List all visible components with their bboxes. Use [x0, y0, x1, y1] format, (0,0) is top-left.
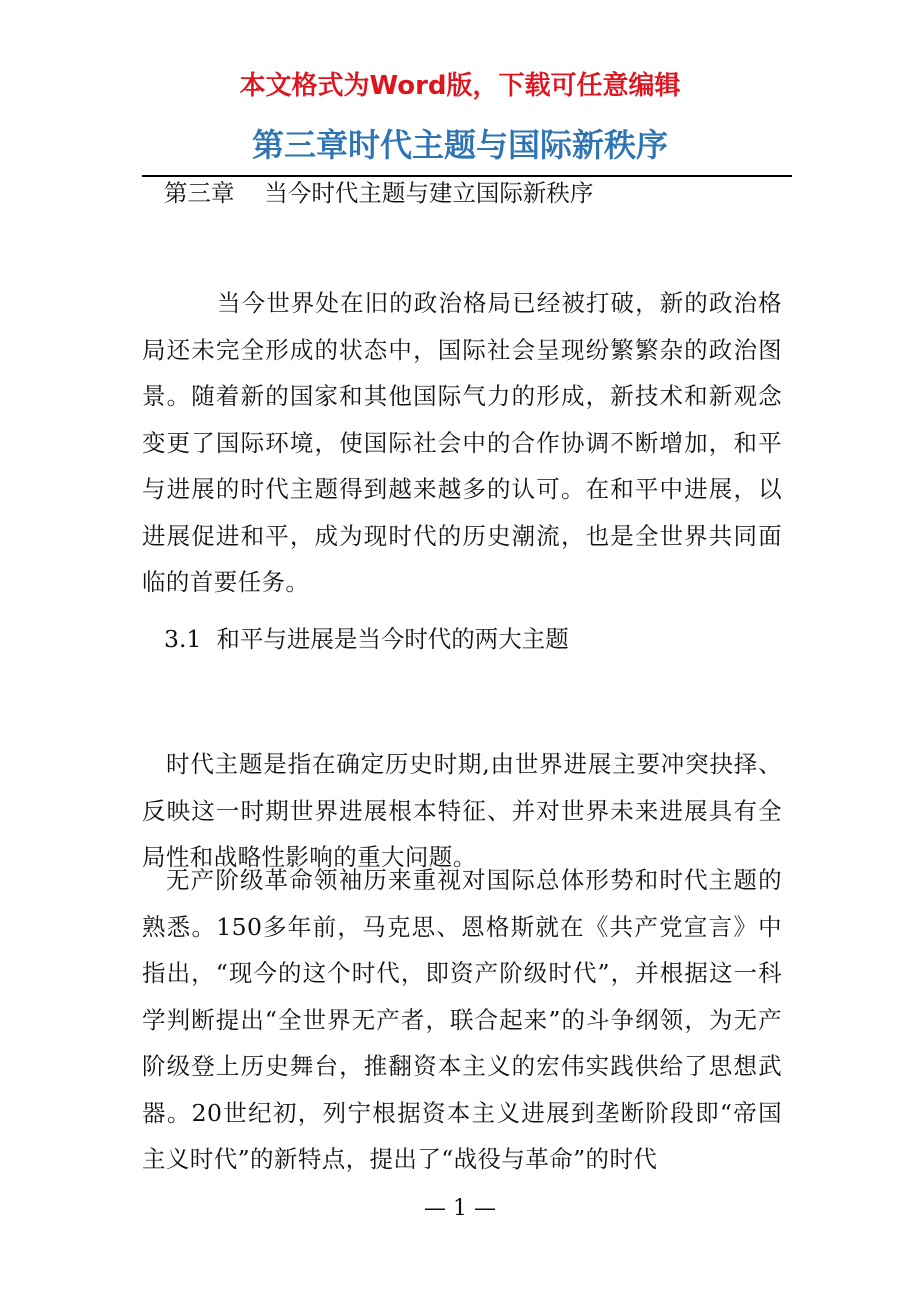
intro-paragraph: 当今世界处在旧的政治格局已经被打破，新的政治格局还未完全形成的状态中，国际社会呈现纷繁繁杂的政治图景。随着新的国家和其他国际气力的形成，新技术和新观念变更了国际环境，使国际社会中的合作协调不断增加，和平与进展的时代主题得到越来越多的认可。在和平中进展，以进展促进和平，成为现时代的历史潮流，也是全世界共同面临的首要任务。 — [142, 289, 782, 596]
chapter-heading: 第三章 当今时代主题与建立国际新秩序 — [164, 179, 594, 207]
section-heading: 3.1 和平与进展是当今时代的两大主题 — [164, 625, 569, 653]
page-number: — 1 — — [424, 1196, 496, 1221]
document-title: 第三章时代主题与国际新秩序 — [251, 126, 668, 164]
definition-paragraph: 时代主题是指在确定历史时期,由世界进展主要冲突抉择、反映这一时期世界进展根本特征、并对世界未来进展具有全局性和战略性影响的重大问题。 — [142, 750, 782, 871]
history-paragraph: 无产阶级革命领袖历来重视对国际总体形势和时代主题的熟悉。150多年前，马克思、恩格斯就在《共产党宣言》中指出，“现今的这个时代，即资产阶级时代”，并根据这一科学判断提出“全世界无产者，联合起来”的斗争纲领，为无产阶级登上历史舞台，推翻资本主义的宏伟实践供给了思想武器。20世纪初，列宁根据资本主义进展到垄断阶段即“帝国主义时代”的新特点，提出了“战役与革命”的时代 — [142, 866, 782, 1173]
download-notice: 本文格式为Word版，下载可任意编辑 — [239, 71, 681, 101]
